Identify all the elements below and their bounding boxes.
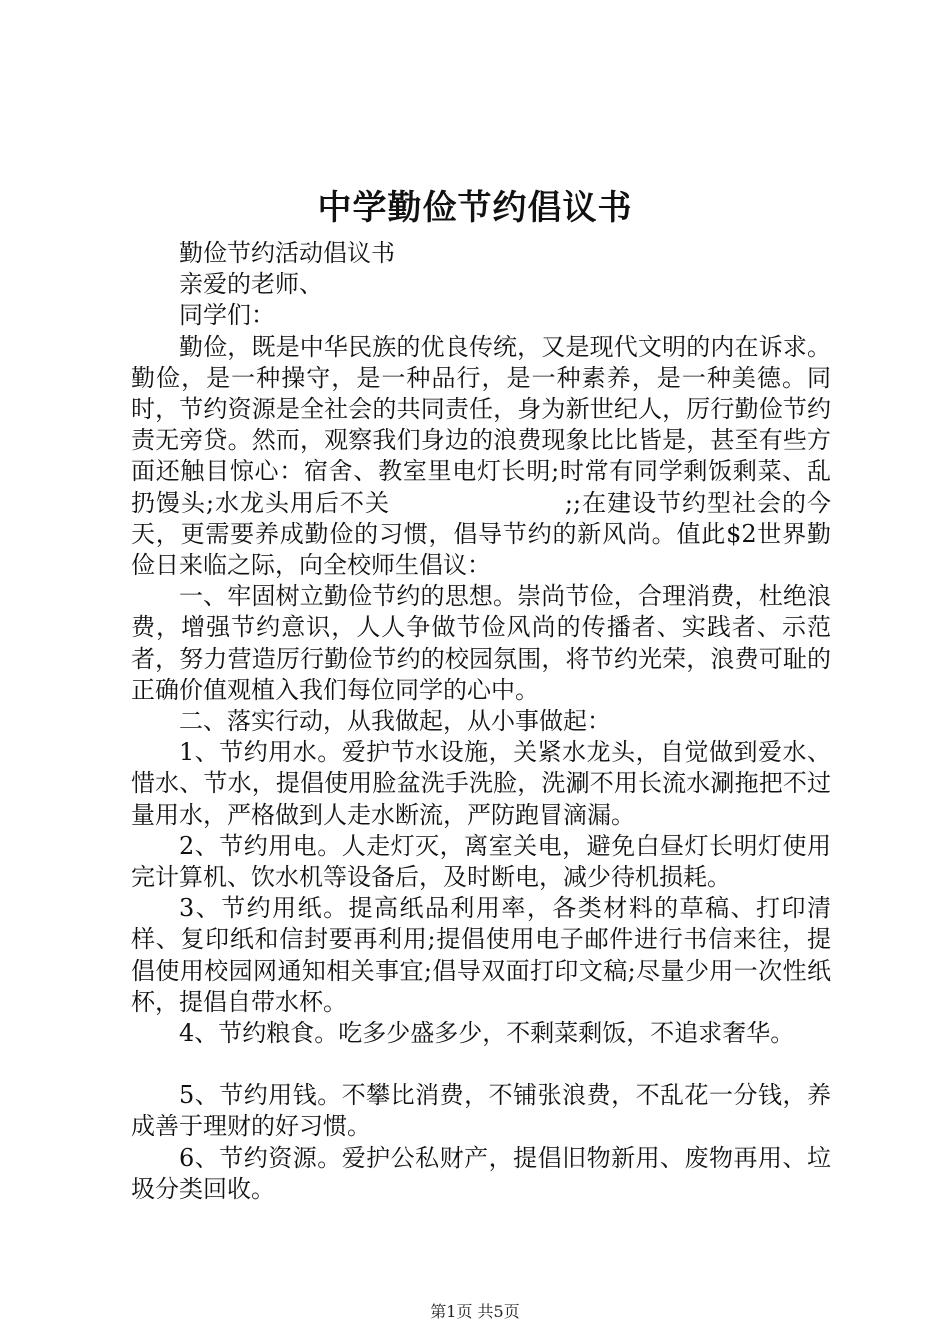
paragraph-paper: 3、节约用纸。提高纸品利用率，各类材料的草稿、打印清样、复印纸和信封要再利用;提倡使用电子邮件进行书信来往，提倡使用校园网通知相关事宜;倡导双面打印文稿;尽量少用一次性纸杯，提倡自带水杯。 [131,894,831,1016]
paragraph-item-two: 二、落实行动，从我做起，从小事做起： [179,707,611,736]
paragraph-electricity: 2、节约用电。人走灯灭，离室关电，避免白昼灯长明灯使用完计算机、饮水机等设备后，及时断电，减少待机损耗。 [131,831,831,892]
paragraph-resources: 6、节约资源。爱护公私财产，提倡旧物新用、废物再用、垃圾分类回收。 [131,1143,831,1203]
paragraph-food: 4、节约粮食。吃多少盛多少，不剩菜剩饭，不追求奢华。 [179,1019,795,1048]
paragraph-money: 5、节约用钱。不攀比消费，不铺张浪费，不乱花一分钱，养成善于理财的好习惯。 [131,1081,831,1141]
document-title: 中学勤俭节约倡议书 [317,188,633,228]
page-number-footer: 第1页 共5页 [430,1302,520,1321]
document-body [131,238,831,1205]
paragraph-item-one: 一、牢固树立勤俭节约的思想。崇尚节俭，合理消费，杜绝浪费，增强节约意识，人人争做节俭风尚的传播者、实践者、示范者，努力营造厉行勤俭节约的校园氛围，将节约光荣，浪费可耻的正确价值观植入我们每位同学的心中。 [131,582,831,704]
paragraph-salutation-2: 同学们： [179,301,275,330]
paragraph-water: 1、节约用水。爱护节水设施，关紧水龙头，自觉做到爱水、惜水、节水，提倡使用脸盆洗手洗脸，洗涮不用长流水涮拖把不过量用水，严格做到人走水断流，严防跑冒滴漏。 [131,738,831,829]
paragraph-intro: 勤俭，既是中华民族的优良传统，又是现代文明的内在诉求。勤俭，是一种操守，是一种品行，是一种素养，是一种美德。同时，节约资源是全社会的共同责任，身为新世纪人，厉行勤俭节约责无旁贷。然而，观察我们身边的浪费现象比比皆是，甚至有些方面还触目惊心：宿舍、教室里电灯长明;时常有同学剩饭剩菜、乱扔馒头;水龙头用后不关 ;;在建设节约型社会的今天，更需要养成勤俭的习惯，倡导节约的新风尚。值此$2世界勤俭日来临之际，向全校师生倡议： [131,332,831,580]
paragraph-salutation-1: 亲爱的老师、 [179,270,323,299]
paragraph-subtitle: 勤俭节约活动倡议书 [179,239,395,267]
